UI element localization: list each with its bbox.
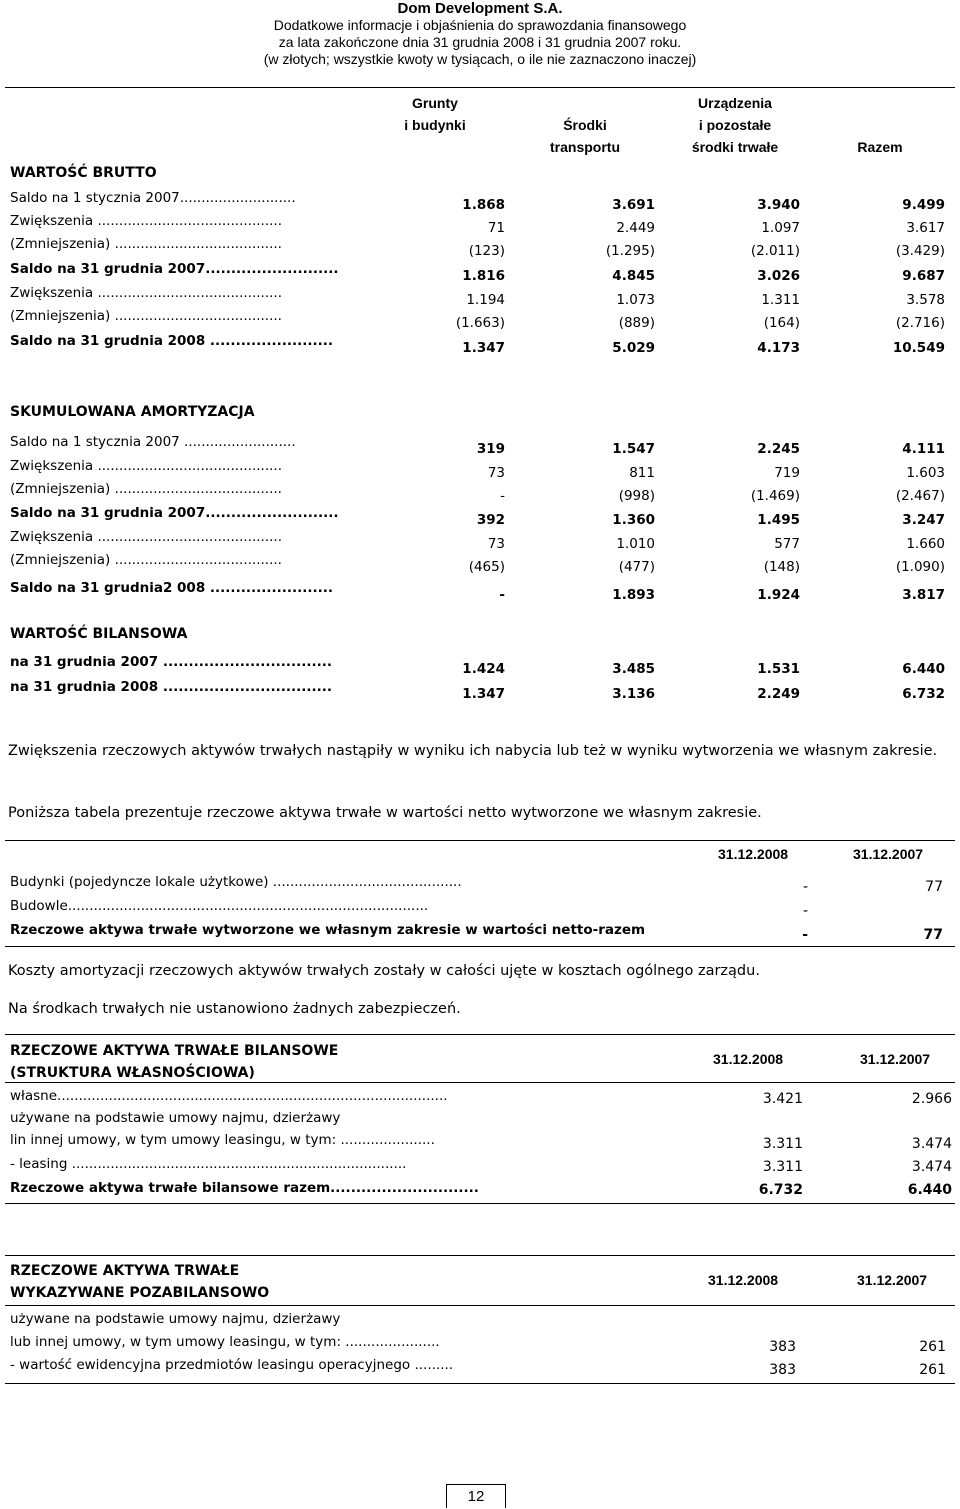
cell-value: 1.097 [761, 220, 800, 236]
company-name: Dom Development S.A. [397, 0, 563, 17]
balance-col-2007: 31.12.2007 [860, 1051, 931, 1067]
cell-value: 77 [923, 927, 943, 943]
cell-value: (889) [618, 315, 655, 331]
cell-value: 1.347 [462, 340, 505, 356]
offbalance-table-header-rule [5, 1305, 955, 1306]
cell-value: 3.136 [612, 686, 655, 702]
cell-value: (1.663) [455, 315, 505, 331]
cell-value: (1.469) [750, 488, 800, 504]
row-label: lin innej umowy, w tym umowy leasingu, w tym: ...................... [10, 1132, 435, 1148]
offbalance-col-2008: 31.12.2008 [708, 1272, 779, 1288]
cell-value: 3.691 [612, 197, 655, 213]
cell-value: 3.474 [911, 1159, 952, 1175]
cell-value: 4.111 [902, 441, 945, 457]
own-table-bottom-rule [5, 946, 955, 947]
row-label: Saldo na 31 grudnia 2007.......................... [10, 505, 339, 521]
offbalance-title-line-2: WYKAZYWANE POZABILANSOWO [10, 1285, 270, 1301]
offbalance-table-bottom-rule [5, 1383, 955, 1384]
cell-value: 392 [476, 512, 505, 528]
row-label: Rzeczowe aktywa trwałe wytworzone we własnym zakresie w wartości netto-razem [10, 922, 646, 938]
cell-value: 2.249 [757, 686, 800, 702]
cell-value: 6.440 [907, 1182, 952, 1198]
cell-value: 2.966 [911, 1091, 952, 1107]
report-header [0, 0, 960, 68]
cell-value: (2.716) [895, 315, 945, 331]
col-line: transportu [550, 139, 620, 155]
header-line-2: za lata zakończone dnia 31 grudnia 2008 i 31 grudnia 2007 roku. [278, 34, 682, 50]
cell-value: - [500, 488, 505, 504]
balance-col-2008: 31.12.2008 [713, 1051, 784, 1067]
cell-value: 1.311 [761, 292, 800, 308]
cell-value: 3.474 [911, 1136, 952, 1152]
cell-value: 3.578 [906, 292, 945, 308]
cell-value: 9.687 [902, 268, 945, 284]
offbalance-table-top-rule [5, 1255, 955, 1256]
col-line [525, 92, 645, 114]
cell-value: 1.893 [612, 587, 655, 603]
cell-value: 811 [629, 465, 655, 481]
cell-value: 1.495 [757, 512, 800, 528]
cell-value: 3.026 [757, 268, 800, 284]
row-label: Saldo na 1 stycznia 2007 .......................... [10, 434, 296, 450]
cell-value: 6.440 [902, 661, 945, 677]
section-title: SKUMULOWANA AMORTYZACJA [10, 404, 255, 420]
cell-value: (3.429) [895, 243, 945, 259]
row-label: na 31 grudnia 2007 ................................. [10, 654, 333, 670]
cell-value: (123) [468, 243, 505, 259]
balance-table-header-rule [5, 1082, 955, 1083]
col-line: Środki [563, 117, 607, 133]
col-line [830, 92, 930, 114]
section-title: WARTOŚĆ BRUTTO [10, 165, 157, 181]
col-line: Urządzenia [698, 95, 772, 111]
cell-value: - [802, 927, 808, 943]
row-label: Saldo na 31 grudnia 2008 ........................ [10, 333, 334, 349]
cell-value: 1.010 [616, 536, 655, 552]
row-label: (Zmniejszenia) ....................................... [10, 308, 282, 324]
row-label: Saldo na 31 grudnia 2007.......................... [10, 261, 339, 277]
row-label: Budynki (pojedyncze lokale użytkowe) ............................................ [10, 874, 462, 890]
cell-value: 719 [774, 465, 800, 481]
cell-value: 6.732 [758, 1182, 803, 1198]
cell-value: 2.245 [757, 441, 800, 457]
cell-value: 1.603 [906, 465, 945, 481]
cell-value: - [499, 587, 505, 603]
row-label: Zwiększenia ........................................... [10, 213, 282, 229]
cell-value: 319 [476, 441, 505, 457]
cell-value: 73 [487, 536, 505, 552]
row-label: - wartość ewidencyjna przedmiotów leasingu operacyjnego ......... [10, 1357, 454, 1373]
cell-value: 3.940 [757, 197, 800, 213]
row-label: - leasing .............................................................................. [10, 1156, 407, 1172]
cell-value: 4.173 [757, 340, 800, 356]
cell-value: 3.247 [902, 512, 945, 528]
col-line: i pozostałe [698, 117, 772, 133]
cell-value: 71 [487, 220, 505, 236]
row-label: Rzeczowe aktywa trwałe bilansowe razem............................. [10, 1180, 479, 1196]
cell-value: 9.499 [902, 197, 945, 213]
cell-value: 261 [919, 1339, 946, 1355]
row-label: lub innej umowy, w tym umowy leasingu, w tym: ...................... [10, 1334, 440, 1350]
paragraph-intro-own: Poniższa tabela prezentuje rzeczowe aktywa trwałe w wartości netto wytworzone we własnym zakresie. [8, 805, 762, 821]
cell-value: 3.617 [906, 220, 945, 236]
cell-value: 1.868 [462, 197, 505, 213]
paragraph-depreciation: Koszty amortyzacji rzeczowych aktywów trwałych zostały w całości ujęte w kosztach ogólnego zarządu. [8, 963, 760, 979]
cell-value: 1.816 [462, 268, 505, 284]
header-line-3: (w złotych; wszystkie kwoty w tysiącach, o ile nie zaznaczono inaczej) [263, 51, 697, 67]
col-line: Grunty [412, 95, 458, 111]
row-label: używane na podstawie umowy najmu, dzierżawy [10, 1311, 341, 1327]
offbalance-table-title [10, 1260, 269, 1304]
cell-value: 3.485 [612, 661, 655, 677]
cell-value: 577 [774, 536, 800, 552]
row-label: (Zmniejszenia) ....................................... [10, 552, 282, 568]
column-header-equipment [660, 92, 810, 158]
cell-value: (148) [763, 559, 800, 575]
cell-value: 2.449 [616, 220, 655, 236]
col-line [830, 114, 930, 136]
cell-value: 1.660 [906, 536, 945, 552]
cell-value: 1.073 [616, 292, 655, 308]
cell-value: 3.817 [902, 587, 945, 603]
row-label: Budowle.................................................................................... [10, 898, 429, 914]
cell-value: 1.194 [466, 292, 505, 308]
cell-value: 383 [769, 1339, 796, 1355]
row-label: na 31 grudnia 2008 ................................. [10, 679, 333, 695]
cell-value: - [802, 903, 808, 919]
cell-value: (2.467) [895, 488, 945, 504]
cell-value: (998) [618, 488, 655, 504]
cell-value: (2.011) [750, 243, 800, 259]
col-line: środki trwałe [691, 139, 779, 155]
cell-value: 3.421 [762, 1091, 803, 1107]
own-col-2007: 31.12.2007 [853, 846, 924, 862]
page-number: 12 [446, 1484, 506, 1508]
cell-value: 73 [487, 465, 505, 481]
own-col-2008: 31.12.2008 [718, 846, 789, 862]
cell-value: 6.732 [902, 686, 945, 702]
cell-value: (164) [763, 315, 800, 331]
cell-value: - [802, 879, 808, 895]
cell-value: 1.547 [612, 441, 655, 457]
row-label: Saldo na 31 grudnia2 008 ........................ [10, 580, 334, 596]
col-line: Razem [857, 139, 903, 155]
cell-value: 1.360 [612, 512, 655, 528]
cell-value: 383 [769, 1362, 796, 1378]
cell-value: (1.295) [605, 243, 655, 259]
cell-value: 261 [919, 1362, 946, 1378]
cell-value: 1.924 [757, 587, 800, 603]
col-line: i budynki [404, 117, 466, 133]
cell-value: 10.549 [892, 340, 945, 356]
row-label: Zwiększenia ........................................... [10, 529, 282, 545]
cell-value: 1.347 [462, 686, 505, 702]
row-label: Saldo na 1 stycznia 2007........................... [10, 190, 296, 206]
row-label: (Zmniejszenia) ....................................... [10, 481, 282, 497]
cell-value: 77 [925, 879, 943, 895]
column-header-transport [525, 92, 645, 158]
column-header-total [830, 92, 930, 158]
cell-value: (1.090) [895, 559, 945, 575]
cell-value: 1.424 [462, 661, 505, 677]
paragraph-increases: Zwiększenia rzeczowych aktywów trwałych nastąpiły w wyniku ich nabycia lub też w wyniku wytworzenia we własnym zakresie. [8, 743, 938, 759]
cell-value: (477) [618, 559, 655, 575]
balance-title-line-2: (STRUKTURA WŁASNOŚCIOWA) [10, 1065, 255, 1081]
row-label: Zwiększenia ........................................... [10, 285, 282, 301]
paragraph-collateral: Na środkach trwałych nie ustanowiono żadnych zabezpieczeń. [8, 1001, 461, 1017]
balance-table-title [10, 1040, 338, 1084]
row-label: (Zmniejszenia) ....................................... [10, 236, 282, 252]
row-label: Zwiększenia ........................................... [10, 458, 282, 474]
balance-table-top-rule [5, 1034, 955, 1035]
offbalance-title-line-1: RZECZOWE AKTYWA TRWAŁE [10, 1263, 240, 1279]
cell-value: 3.311 [762, 1159, 803, 1175]
section-title: WARTOŚĆ BILANSOWA [10, 626, 188, 642]
row-label: własne........................................................................................... [10, 1088, 448, 1104]
row-label: używane na podstawie umowy najmu, dzierżawy [10, 1110, 341, 1126]
top-rule [5, 87, 955, 88]
column-header-land [380, 92, 490, 136]
cell-value: (465) [468, 559, 505, 575]
offbalance-col-2007: 31.12.2007 [857, 1272, 928, 1288]
balance-title-line-1: RZECZOWE AKTYWA TRWAŁE BILANSOWE [10, 1043, 339, 1059]
cell-value: 3.311 [762, 1136, 803, 1152]
balance-table-bottom-rule [5, 1203, 955, 1204]
cell-value: 1.531 [757, 661, 800, 677]
cell-value: 5.029 [612, 340, 655, 356]
header-line-1: Dodatkowe informacje i objaśnienia do sprawozdania finansowego [273, 17, 687, 33]
own-table-top-rule [5, 840, 955, 841]
cell-value: 4.845 [612, 268, 655, 284]
